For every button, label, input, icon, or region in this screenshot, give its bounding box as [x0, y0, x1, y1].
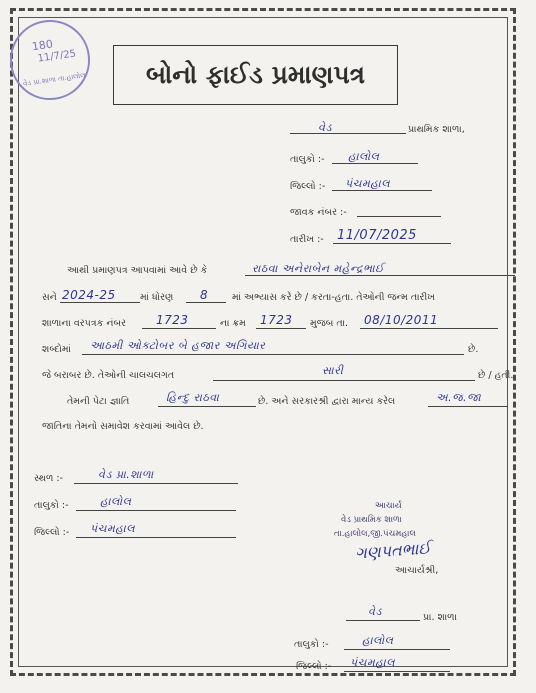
certificate-title: બોનો ફાઈડ પ્રમાણપત્ર — [113, 45, 398, 105]
correct-text: જે બરાબર છે. તેઓની ચાલચલગત — [42, 370, 175, 381]
conduct-value: સારી — [322, 364, 344, 377]
sig-school-value: વેડ — [368, 605, 382, 618]
place-line — [74, 483, 238, 484]
outward-line — [357, 216, 441, 217]
dob-words: આઠમી ઓક્ટોબર બે હજાર અગિયાર — [90, 339, 266, 352]
register-number: 1723 — [156, 313, 189, 327]
footer-taluka-line — [76, 510, 236, 511]
school-line — [290, 133, 406, 134]
caste-text: તેમની પેટા જ્ઞાતિ — [67, 396, 130, 407]
year-value: 2024-25 — [62, 288, 116, 302]
std-value: 8 — [200, 288, 209, 302]
dob-value: 08/10/2011 — [364, 313, 439, 327]
words-suffix: છે. — [468, 344, 479, 355]
intro-text: આથી પ્રમાણપત્ર આપવામાં આવે છે કે — [67, 265, 208, 276]
place-value: વેડ પ્રા.શાળા — [98, 468, 154, 481]
dob-line — [360, 328, 498, 329]
footer-district-value: પંચમહાલ — [90, 522, 136, 535]
govt-text: છે. અને સરકારશ્રી દ્વારા માન્ય કરેલ — [258, 396, 396, 407]
stamp-date: 11/7/25 — [37, 48, 77, 65]
sig-district-value: પંચમહાલ — [350, 656, 396, 669]
district-value: પંચમહાલ — [345, 177, 391, 190]
school-suffix: પ્રાથમિક શાળા, — [408, 124, 465, 135]
sig-school-suffix: પ્રા. શાળા — [423, 612, 457, 623]
outward-label: જાવક નંબર :- — [290, 207, 347, 218]
date-value: 11/07/2025 — [337, 228, 417, 243]
std-label: માં ધોરણ — [140, 292, 174, 303]
principal-signature: ગણપતભાઈ — [354, 538, 432, 563]
year-line — [60, 302, 140, 303]
seal-line-2: વેડ પ્રાથમિક શાળા — [341, 515, 402, 525]
school-name: વેડ — [318, 121, 332, 134]
sig-district-line — [344, 671, 450, 672]
std-line — [186, 302, 226, 303]
date-label: તારીખ :- — [290, 234, 324, 245]
words-line — [82, 354, 464, 355]
principal-title: આચાર્યશ્રી, — [395, 565, 439, 576]
register-line — [142, 328, 216, 329]
stamp-text: વેડ પ્રા.શાળા તા.હાલોલ — [22, 71, 87, 88]
footer-taluka-value: હાલોલ — [100, 495, 132, 508]
caste-value: હિન્દુ રાઠવા — [166, 391, 220, 404]
words-prefix: શબ્દોમાં — [42, 344, 71, 355]
serial-text: ના ક્રમ — [220, 318, 246, 329]
serial-line — [256, 328, 306, 329]
register-text: શાળાના વરપત્રક નંબર — [42, 318, 126, 329]
sig-taluka-line — [344, 649, 450, 650]
student-name: રાઠવા અનેરાબેન મહેન્દ્રભાઈ — [252, 262, 385, 275]
sig-taluka-label: તાલુકો :- — [294, 639, 329, 650]
caste-end-text: જાતિના તેમનો સમાવેશ કરવામાં આવેલ છે. — [42, 421, 204, 432]
footer-taluka-label: તાલુકો :- — [34, 500, 69, 511]
footer-district-label: જિલ્લો :- — [34, 527, 70, 538]
caste-line — [158, 406, 256, 407]
dob-text: મુજબ તા. — [310, 318, 348, 329]
district-label: જિલ્લો :- — [290, 181, 326, 192]
sig-school-line — [346, 620, 420, 621]
conduct-suffix: છે / હતી. — [478, 370, 514, 381]
taluka-value: હાલોલ — [348, 150, 380, 163]
sig-taluka-value: હાલોલ — [362, 634, 394, 647]
taluka-label: તાલુકો :- — [290, 154, 325, 165]
sig-district-label: જિલ્લો :- — [296, 661, 332, 672]
stamp-number: 180 — [31, 37, 54, 54]
year-prefix: સને — [42, 292, 57, 303]
seal-line-3: તા.હાલોલ,જી.પંચમહાલ — [334, 529, 416, 539]
category-line — [428, 406, 508, 407]
serial-number: 1723 — [260, 313, 293, 327]
category-value: અ.જ.જા — [436, 391, 482, 404]
conduct-line — [213, 380, 475, 381]
date-line — [333, 243, 451, 244]
seal-line-1: આચાર્ય — [375, 501, 402, 511]
study-text: માં અભ્યાસ કરે છે / કરતા-હતા. તેઓની જન્મ તારીખ — [232, 292, 435, 303]
place-label: સ્થળ :- — [34, 473, 64, 484]
footer-district-line — [76, 537, 236, 538]
